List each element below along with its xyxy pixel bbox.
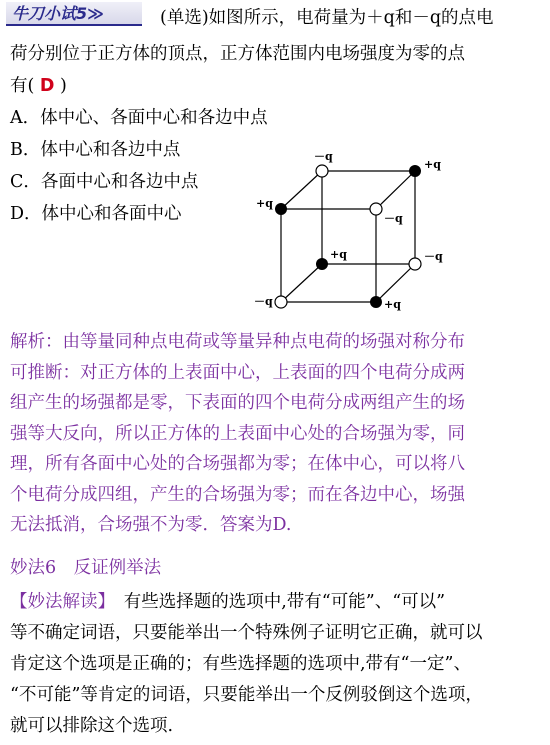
method-line: 就可以排除这个选项.	[10, 716, 174, 736]
option-letter: B．	[10, 140, 41, 160]
question-prefix: 有(	[10, 76, 35, 96]
charge-label: +q	[256, 197, 273, 210]
question-line-2: 荷分别位于正方体的顶点，正方体范围内电场强度为零的点	[10, 44, 465, 64]
charge-label: －q	[424, 250, 443, 263]
option-text: 体中心、各面中心和各边中点	[40, 108, 268, 128]
cube-edge	[281, 264, 322, 302]
option-letter: A．	[10, 108, 41, 128]
method-title: 妙法6 反证例举法	[10, 558, 162, 578]
charge-label: +q	[384, 298, 401, 311]
charge-label: －q	[254, 295, 273, 308]
cube-edge	[376, 264, 415, 302]
question-text-1: (单选)如图所示，电荷量为＋q和－q的点电	[160, 8, 494, 28]
analysis-block	[10, 327, 540, 541]
positive-charge	[409, 165, 421, 177]
negative-charge	[409, 258, 421, 270]
charge-label: +q	[330, 248, 347, 261]
negative-charge	[370, 203, 382, 215]
analysis-line: 个电荷分成四组，产生的合场强为零；而在各边中心，场强	[10, 484, 465, 505]
option-letter: D．	[10, 204, 42, 224]
positive-charge	[370, 296, 382, 308]
positive-charge	[316, 258, 328, 270]
method-line-text: 有些选择题的选项中,带有“可能”、“可以”	[106, 592, 446, 612]
method-body	[10, 587, 542, 742]
cube-edge	[281, 171, 322, 209]
method-line: 等不确定词语，只要能举出一个特殊例子证明它正确，就可以	[10, 623, 483, 643]
option-text: 体中心和各边中点	[40, 140, 181, 160]
cube-edge	[376, 171, 415, 209]
method-line: “不可能”等肯定的词语，只要能举出一个反例驳倒这个选项，	[10, 685, 483, 705]
charge-label: －q	[384, 212, 403, 225]
exercise-badge: 牛刀小试5≫	[6, 2, 142, 26]
positive-charge	[275, 203, 287, 215]
analysis-line: 无法抵消，合场强不为零．答案为D.	[10, 515, 292, 535]
negative-charge	[316, 165, 328, 177]
answer-mark: D	[39, 76, 55, 96]
charge-label: －q	[314, 150, 333, 163]
option-text: 各面中心和各边中点	[40, 172, 199, 192]
negative-charge	[275, 296, 287, 308]
analysis-line: 可推断：对正方体的上表面中心，上表面的四个电荷分成两	[10, 362, 465, 383]
option-text: 体中心和各面中心	[41, 204, 182, 224]
analysis-line: 解析：由等量同种点电荷或等量异种点电荷的场强对称分布	[10, 332, 465, 352]
analysis-line: 组产生的场强都是零，下表面的四个电荷分成两组产生的场	[10, 393, 465, 413]
method-line: 肯定这个选项是正确的；有些选择题的选项中,带有“一定”、	[10, 654, 471, 674]
option-letter: C．	[10, 172, 41, 192]
method-line	[10, 587, 542, 618]
question-suffix: )	[60, 76, 67, 96]
analysis-line: 强等大反向，所以正方体的上表面中心处的合场强为零，同	[10, 423, 465, 444]
method-bracket-label: 【妙法解读】	[10, 592, 107, 612]
analysis-line: 理，所有各面中心处的合场强都为零；在体中心，可以将八	[10, 454, 465, 474]
charge-label: +q	[424, 158, 441, 171]
